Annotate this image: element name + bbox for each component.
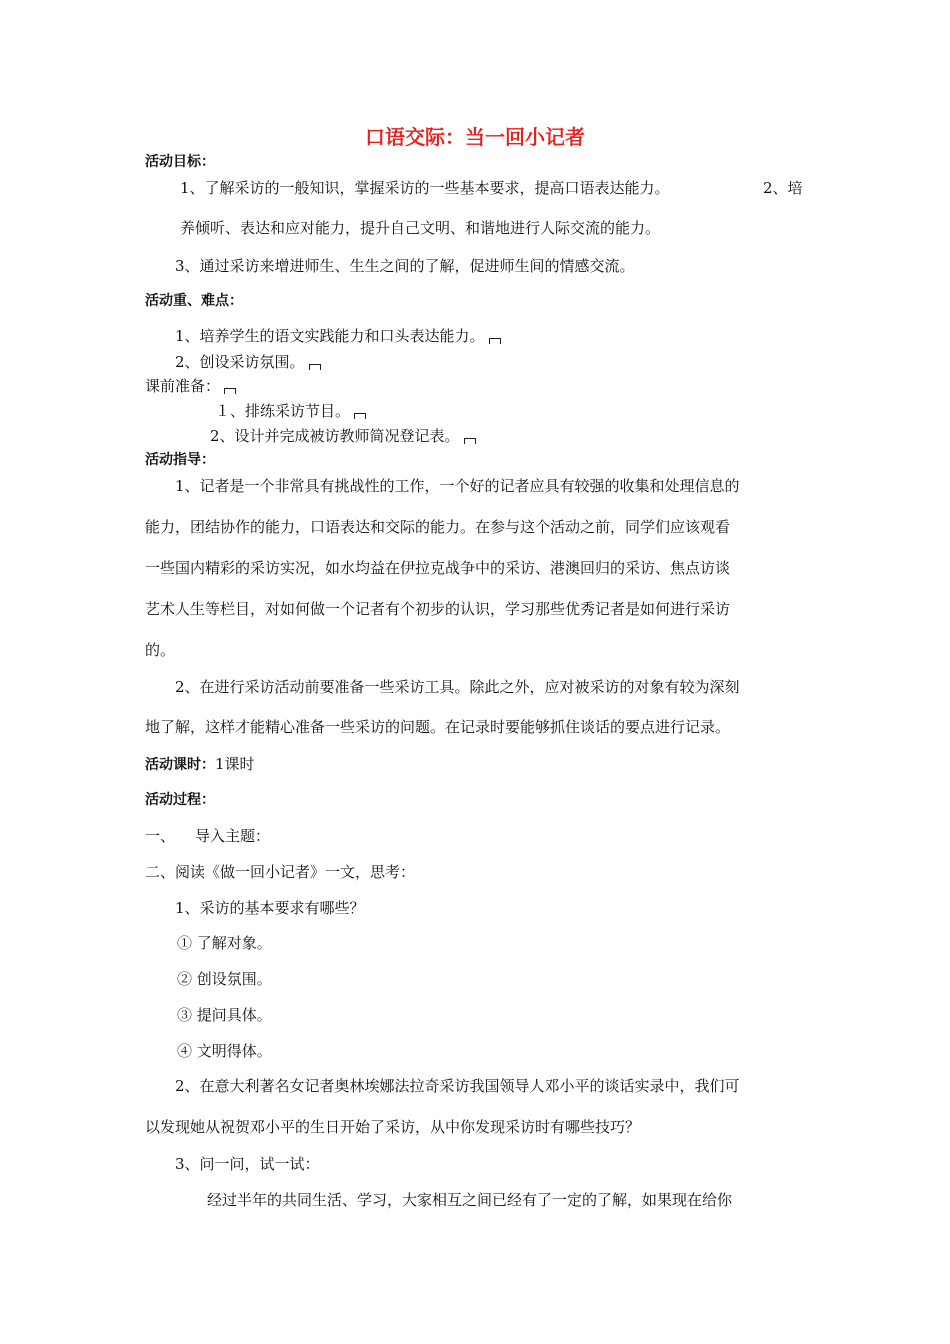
edit-mark-icon	[489, 338, 501, 344]
step-1-number: 一、	[145, 827, 176, 845]
question-2-line2: 以发现她从祝贺邓小平的生日开始了采访，从中你发现采访时有哪些技巧？	[145, 1118, 641, 1136]
edit-mark-icon	[224, 388, 236, 394]
guide-p1-line3: 一些国内精彩的采访实况，如水均益在伊拉克战争中的采访、港澳回归的采访、焦点访谈	[145, 559, 731, 577]
goal-2-cont: 养倾听、表达和应对能力，提升自己文明、和谐地进行人际交流的能力。	[180, 219, 661, 237]
question-2-line1: 2、在意大利著名女记者奥林埃娜法拉奇采访我国领导人邓小平的谈话实录中，我们可	[175, 1077, 740, 1095]
edit-mark-icon	[354, 413, 366, 419]
guide-p2-line1: 2、在进行采访活动前要准备一些采访工具。除此之外，应对被采访的对象有较为深刻	[175, 678, 740, 696]
requirement-2: ② 创设氛围。	[177, 970, 272, 988]
question-1: 1、采访的基本要求有哪些？	[175, 899, 365, 917]
goal-1: 1、了解采访的一般知识，掌握采访的一些基本要求，提高口语表达能力。	[180, 179, 670, 197]
prep-1: １、排练采访节目。	[215, 401, 366, 421]
guide-p1-line2: 能力，团结协作的能力，口语表达和交际的能力。在参与这个活动之前，同学们应该观看	[145, 518, 731, 536]
guide-p1-line1: 1、记者是一个非常具有挑战性的工作，一个好的记者应具有较强的收集和处理信息的	[175, 477, 740, 495]
question-3-text: 经过半年的共同生活、学习，大家相互之间已经有了一定的了解，如果现在给你	[207, 1191, 733, 1209]
guide-p1-line4: 艺术人生等栏目，对如何做一个记者有个初步的认识，学习那些优秀记者是如何进行采访	[145, 600, 731, 618]
goal-2-start: 2、培	[763, 179, 803, 197]
prep-heading: 课前准备：	[145, 376, 236, 396]
guide-p2-line2: 地了解，这样才能精心准备一些采访的问题。在记录时要能够抓住谈话的要点进行记录。	[145, 718, 731, 736]
step-2: 二、阅读《做一回小记者》一文，思考：	[145, 863, 416, 881]
question-3: 3、问一问，试一试：	[175, 1155, 320, 1173]
edit-mark-icon	[464, 438, 476, 444]
key-heading: 活动重、难点：	[145, 293, 243, 309]
requirement-1: ① 了解对象。	[177, 934, 272, 952]
hours: 活动课时：1课时	[145, 755, 255, 773]
step-1-text: 导入主题：	[195, 827, 271, 845]
edit-mark-icon	[309, 364, 321, 370]
requirement-4: ④ 文明得体。	[177, 1042, 272, 1060]
process-heading: 活动过程：	[145, 792, 215, 808]
page-title: 口语交际：当一回小记者	[365, 125, 585, 149]
guide-heading: 活动指导：	[145, 452, 215, 468]
key-2: 2、创设采访氛围。	[175, 352, 321, 372]
key-1: 1、培养学生的语文实践能力和口头表达能力。	[175, 326, 501, 346]
goals-heading: 活动目标：	[145, 154, 215, 170]
guide-p1-line5: 的。	[145, 641, 176, 659]
prep-2: 2、设计并完成被访教师简况登记表。	[210, 426, 476, 446]
requirement-3: ③ 提问具体。	[177, 1006, 272, 1024]
goal-3: 3、通过采访来增进师生、生生之间的了解，促进师生间的情感交流。	[175, 257, 635, 275]
